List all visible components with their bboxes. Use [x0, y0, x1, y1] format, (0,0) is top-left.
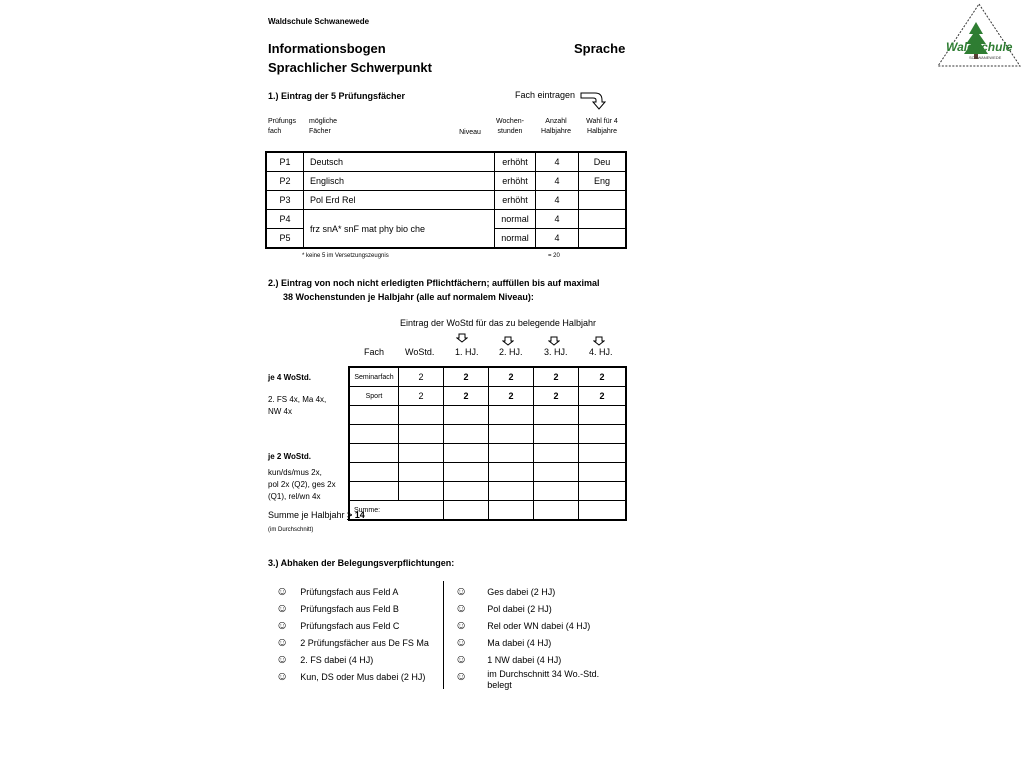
- list-item[interactable]: ☺ Prüfungsfach aus Feld A: [276, 584, 399, 598]
- table-row: [266, 210, 626, 229]
- niveau-cell: erhöht: [495, 172, 536, 191]
- hj3-cell[interactable]: 2: [534, 367, 579, 387]
- hj3-cell[interactable]: [534, 406, 579, 425]
- je4-detail-2: NW 4x: [268, 407, 292, 416]
- wostd-cell[interactable]: [399, 482, 444, 501]
- niveau-cell: erhöht: [495, 191, 536, 210]
- smiley-icon: ☺: [455, 635, 468, 649]
- smiley-icon: ☺: [455, 618, 468, 632]
- smiley-icon: ☺: [455, 601, 468, 615]
- niveau-cell: erhöht: [495, 152, 536, 172]
- logo-text: Waldschule: [946, 40, 1013, 54]
- smiley-icon: ☺: [276, 601, 289, 615]
- hj1-sum[interactable]: [444, 501, 489, 521]
- table-row: [266, 191, 626, 210]
- table-row: [349, 444, 626, 463]
- smiley-icon: ☺: [276, 618, 289, 632]
- section2-heading: 2.) Eintrag von noch nicht erledigten Pflichtfächern; auffüllen bis auf maximal: [268, 278, 600, 288]
- divider: [443, 581, 444, 689]
- list-item[interactable]: ☺ 2 Prüfungsfächer aus De FS Ma: [276, 635, 429, 649]
- anzahl-cell: 4: [536, 229, 579, 249]
- wahl-cell[interactable]: [579, 229, 627, 249]
- fach-cell[interactable]: [349, 444, 399, 463]
- wostd-cell[interactable]: 2: [399, 387, 444, 406]
- anzahl-cell: 4: [536, 191, 579, 210]
- wostd-cell[interactable]: [399, 425, 444, 444]
- hj2-cell[interactable]: [489, 463, 534, 482]
- hj4-cell[interactable]: [579, 406, 627, 425]
- je4-label: je 4 WoStd.: [268, 373, 311, 382]
- hj1-cell[interactable]: [444, 406, 489, 425]
- p-cell: P5: [266, 229, 304, 249]
- summe-note: (im Durchschnitt): [268, 527, 314, 533]
- col-hj1: 1. HJ.: [455, 347, 479, 357]
- col-hj3: 3. HJ.: [544, 347, 568, 357]
- hj2-cell[interactable]: 2: [489, 367, 534, 387]
- checklist-left: [276, 584, 429, 686]
- je4-detail-1: 2. FS 4x, Ma 4x,: [268, 395, 327, 404]
- wostd-cell[interactable]: [399, 406, 444, 425]
- pruefungsfaecher-table: [265, 151, 627, 249]
- table-row: [349, 482, 626, 501]
- smiley-icon: ☺: [276, 669, 289, 683]
- hj2-cell[interactable]: 2: [489, 387, 534, 406]
- hj1-cell[interactable]: [444, 482, 489, 501]
- col-pruefungsfach: Prüfungs fach: [268, 118, 297, 135]
- sum-note: = 20: [548, 253, 560, 259]
- hj1-cell[interactable]: 2: [444, 367, 489, 387]
- anzahl-cell: 4: [536, 152, 579, 172]
- list-item[interactable]: ☺ Ma dabei (4 HJ): [455, 635, 552, 649]
- section1-heading: 1.) Eintrag der 5 Prüfungsfächer: [268, 91, 406, 101]
- list-item[interactable]: ☺ 1 NW dabei (4 HJ): [455, 652, 562, 666]
- wostd-cell[interactable]: [399, 444, 444, 463]
- col-wostd: WoStd.: [405, 347, 435, 357]
- faecher-cell: Pol Erd Rel: [304, 191, 495, 210]
- je2-label: je 2 WoStd.: [268, 452, 311, 461]
- hj3-cell[interactable]: [534, 444, 579, 463]
- hj1-cell[interactable]: 2: [444, 387, 489, 406]
- table-row: [349, 463, 626, 482]
- smiley-icon: ☺: [276, 584, 289, 598]
- smiley-icon: ☺: [276, 652, 289, 666]
- hj3-sum[interactable]: [534, 501, 579, 521]
- je2-detail-2: pol 2x (Q2), ges 2x: [268, 480, 336, 489]
- list-item[interactable]: ☺ Pol dabei (2 HJ): [455, 601, 552, 615]
- table-row: [266, 172, 626, 191]
- col-hj4: 4. HJ.: [589, 347, 613, 357]
- hj2-cell[interactable]: [489, 406, 534, 425]
- wahl-cell[interactable]: Deu: [579, 152, 627, 172]
- niveau-cell: normal: [495, 210, 536, 229]
- wahl-cell[interactable]: Eng: [579, 172, 627, 191]
- hj3-cell[interactable]: [534, 482, 579, 501]
- col-hj2: 2. HJ.: [499, 347, 523, 357]
- table-row: [349, 406, 626, 425]
- hj1-cell[interactable]: [444, 425, 489, 444]
- list-item[interactable]: ☺ Prüfungsfach aus Feld B: [276, 601, 399, 615]
- hj1-cell[interactable]: [444, 463, 489, 482]
- smiley-icon: ☺: [455, 584, 468, 598]
- fach-cell: Seminarfach: [349, 367, 399, 387]
- table-row: [349, 387, 626, 406]
- arrow-icon: [580, 88, 606, 115]
- hj4-cell[interactable]: 2: [579, 387, 627, 406]
- fach-cell[interactable]: [349, 425, 399, 444]
- list-item[interactable]: ☺ Prüfungsfach aus Feld C: [276, 618, 400, 632]
- smiley-icon: ☺: [455, 652, 468, 666]
- hj3-cell[interactable]: [534, 425, 579, 444]
- smiley-icon: ☺: [455, 669, 468, 683]
- je2-detail-3: (Q1), rel/wn 4x: [268, 492, 321, 501]
- hj2-cell[interactable]: [489, 444, 534, 463]
- subject-label: Sprache: [574, 41, 626, 56]
- fach-cell: Sport: [349, 387, 399, 406]
- anzahl-cell: 4: [536, 172, 579, 191]
- page-title: Informationsbogen: [268, 41, 386, 56]
- faecher-cell: Englisch: [304, 172, 495, 191]
- p-cell: P1: [266, 152, 304, 172]
- section2-intro: Eintrag der WoStd für das zu belegende Halbjahr: [400, 318, 596, 328]
- summe-cell-label: Summe:: [349, 501, 444, 521]
- summe-value: > 14: [347, 510, 365, 520]
- school-logo: [936, 2, 1022, 68]
- hj4-sum[interactable]: [579, 501, 627, 521]
- table-row: [349, 501, 626, 521]
- wostd-cell[interactable]: 2: [399, 367, 444, 387]
- school-name: Waldschule Schwanewede: [268, 17, 370, 26]
- page-subtitle: Sprachlicher Schwerpunkt: [268, 60, 432, 75]
- footnote: * keine 5 im Versetzungszeugnis: [302, 253, 389, 259]
- fach-cell[interactable]: [349, 406, 399, 425]
- col-niveau: Niveau: [459, 129, 481, 136]
- fach-hint: Fach eintragen: [515, 90, 576, 100]
- hj3-cell[interactable]: 2: [534, 387, 579, 406]
- hj1-cell[interactable]: [444, 444, 489, 463]
- table-row: [266, 152, 626, 172]
- wahl-cell[interactable]: [579, 191, 627, 210]
- p-cell: P3: [266, 191, 304, 210]
- hj2-cell[interactable]: [489, 425, 534, 444]
- hj4-cell[interactable]: [579, 463, 627, 482]
- fach-cell[interactable]: [349, 463, 399, 482]
- table-row: [349, 367, 626, 387]
- hj3-cell[interactable]: [534, 463, 579, 482]
- col-wahl: Wahl für 4 Halbjahre: [586, 118, 618, 135]
- p-cell: P4: [266, 210, 304, 229]
- hj2-sum[interactable]: [489, 501, 534, 521]
- hj4-cell[interactable]: [579, 444, 627, 463]
- hj4-cell[interactable]: [579, 482, 627, 501]
- pflichtfaecher-table: [348, 366, 627, 521]
- list-item[interactable]: ☺ Ges dabei (2 HJ): [455, 584, 556, 598]
- down-arrow-icon: [456, 333, 468, 345]
- table-row: [349, 425, 626, 444]
- section2-heading-2: 38 Wochenstunden je Halbjahr (alle auf normalem Niveau):: [283, 292, 534, 302]
- je2-detail-1: kun/ds/mus 2x,: [268, 468, 322, 477]
- p-cell: P2: [266, 172, 304, 191]
- section3-heading: 3.) Abhaken der Belegungsverpflichtungen:: [268, 558, 455, 568]
- wahl-cell[interactable]: [579, 210, 627, 229]
- list-item[interactable]: ☺ Kun, DS oder Mus dabei (2 HJ): [276, 669, 426, 683]
- wostd-cell[interactable]: [399, 463, 444, 482]
- logo-subtext: SCHWANEWEDE: [969, 55, 1002, 60]
- col-faecher: mögliche Fächer: [309, 118, 338, 135]
- anzahl-cell: 4: [536, 210, 579, 229]
- list-item[interactable]: ☺ im Durchschnitt 34 Wo.-Std. belegt: [455, 669, 607, 695]
- niveau-cell: normal: [495, 229, 536, 249]
- faecher-cell: Deutsch: [304, 152, 495, 172]
- hj2-cell[interactable]: [489, 482, 534, 501]
- faecher-cell: frz snA* snF mat phy bio che: [304, 210, 495, 249]
- col-wochenstunden: Wochen- stunden: [496, 118, 524, 135]
- col-fach: Fach: [364, 347, 385, 357]
- list-item[interactable]: ☺ 2. FS dabei (4 HJ): [276, 652, 374, 666]
- fach-cell[interactable]: [349, 482, 399, 501]
- smiley-icon: ☺: [276, 635, 289, 649]
- summe-label: Summe je Halbjahr: [268, 510, 345, 520]
- hj4-cell[interactable]: 2: [579, 367, 627, 387]
- list-item[interactable]: ☺ Rel oder WN dabei (4 HJ): [455, 618, 591, 632]
- col-halbjahre: Anzahl Halbjahre: [541, 118, 571, 135]
- checklist-right: [455, 584, 607, 695]
- hj4-cell[interactable]: [579, 425, 627, 444]
